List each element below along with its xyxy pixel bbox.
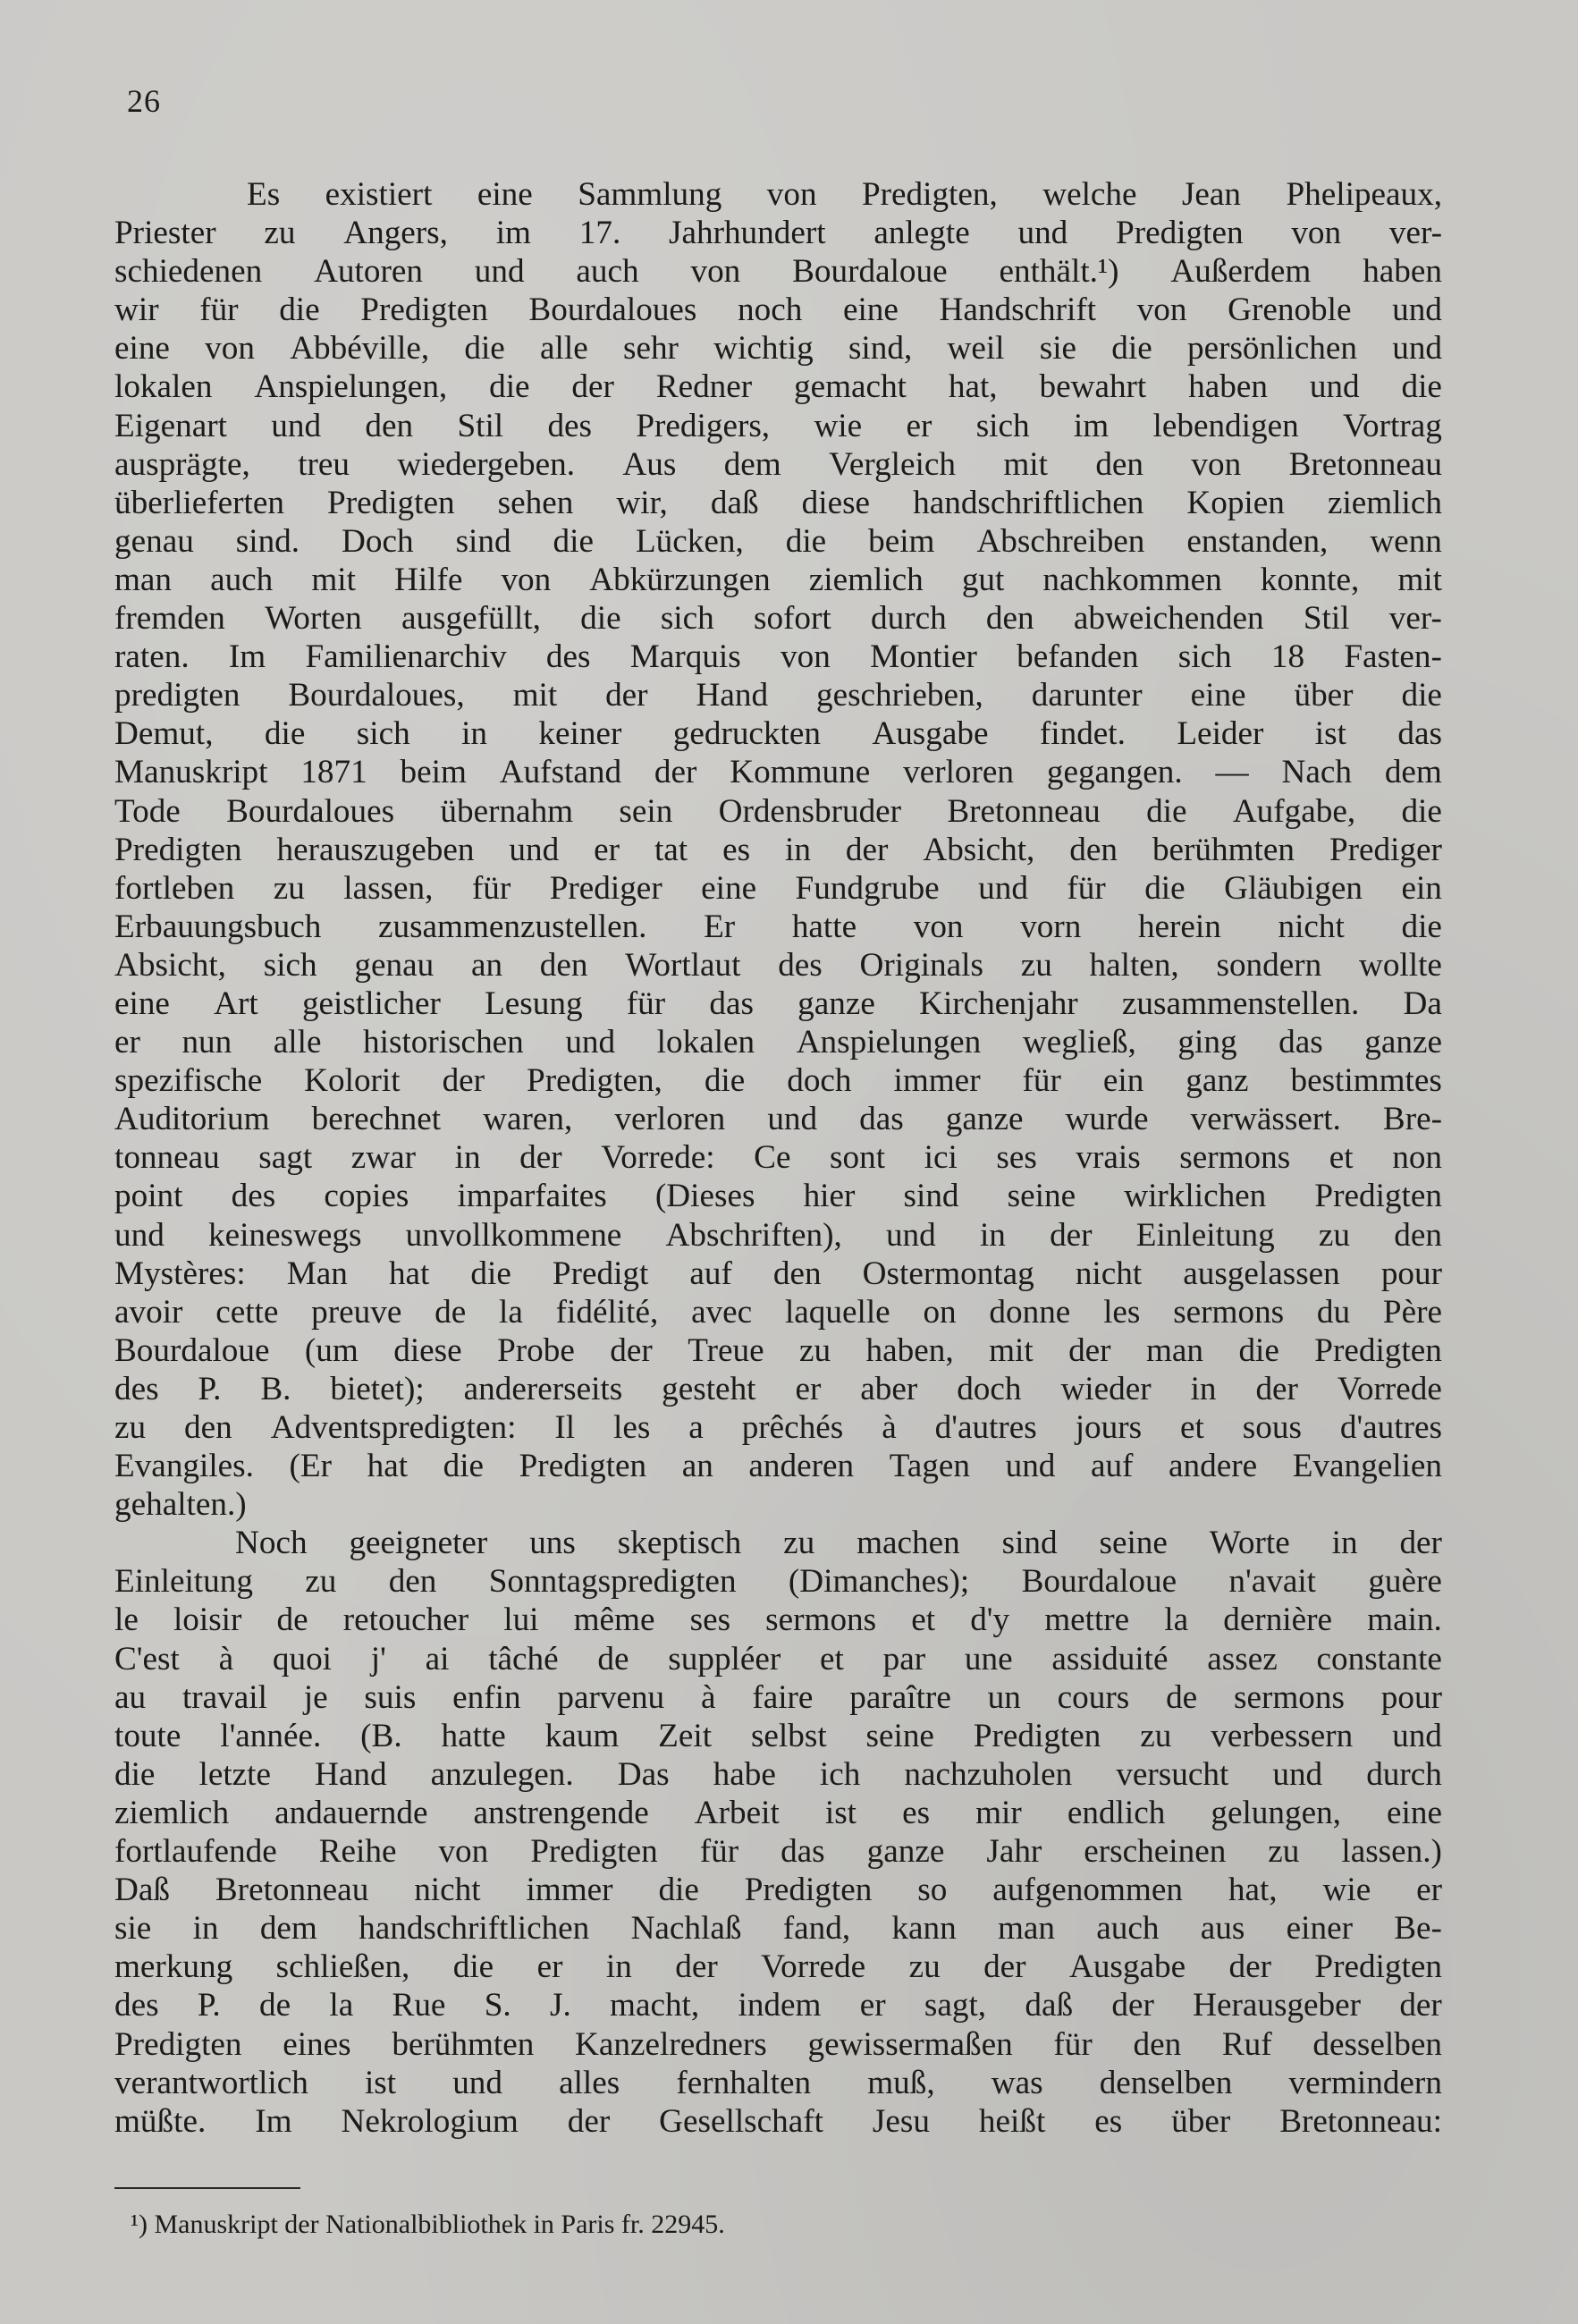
text-line: merkung schließen, die er in der Vorrede zu der Ausgabe der Predigten bbox=[114, 1948, 1442, 1986]
footnote-rule bbox=[114, 2187, 300, 2189]
text-line: toute l'année. (B. hatte kaum Zeit selbst seine Predigten zu verbessern und bbox=[114, 1717, 1442, 1754]
text-line: verantwortlich ist und alles fernhalten muß, was denselben vermindern bbox=[114, 2064, 1442, 2101]
text-line: point des copies imparfaites (Dieses hier sind seine wirklichen Predigten bbox=[114, 1178, 1442, 1215]
text-line: tonneau sagt zwar in der Vorrede: Ce sont ici ses vrais sermons et non bbox=[114, 1139, 1442, 1177]
text-line: fortleben zu lassen, für Prediger eine Fundgrube und für die Gläubigen ein bbox=[114, 869, 1442, 907]
text-line: des P. B. bietet); andererseits gesteht er aber doch wieder in der Vorrede bbox=[114, 1370, 1442, 1407]
text-line: Erbauungsbuch zusammenzustellen. Er hatte von vorn herein nicht die bbox=[114, 908, 1442, 945]
text-line: fortlaufende Reihe von Predigten für das ganze Jahr erscheinen zu lassen.) bbox=[114, 1833, 1442, 1871]
text-line: C'est à quoi j' ai tâché de suppléer et par une assiduité assez constante bbox=[114, 1640, 1442, 1678]
text-line: sie in dem handschriftlichen Nachlaß fand, kann man auch aus einer Be- bbox=[114, 1910, 1442, 1948]
text-line: raten. Im Familienarchiv des Marquis von Montier befanden sich 18 Fasten- bbox=[114, 638, 1442, 676]
text-line: Auditorium berechnet waren, verloren und das ganze wurde verwässert. Bre- bbox=[114, 1101, 1442, 1138]
text-line: Absicht, sich genau an den Wortlaut des Originals zu halten, sondern wollte bbox=[114, 946, 1442, 984]
text-line: Noch geeigneter uns skeptisch zu machen sind seine Worte in der bbox=[235, 1525, 1442, 1562]
text-line: überlieferten Predigten sehen wir, daß diese handschriftlichen Kopien ziemlich bbox=[114, 484, 1442, 521]
text-line: Predigten eines berühmten Kanzelredners gewissermaßen für den Ruf desselben bbox=[114, 2025, 1442, 2063]
text-line: Mystères: Man hat die Predigt auf den Ostermontag nicht ausgelassen pour bbox=[114, 1255, 1442, 1292]
text-line: spezifische Kolorit der Predigten, die doch immer für ein ganz bestimmtes bbox=[114, 1062, 1442, 1100]
text-line: Predigten herauszugeben und er tat es in der Absicht, den berühmten Prediger bbox=[114, 831, 1442, 868]
text-line: des P. de la Rue S. J. macht, indem er sagt, daß der Herausgeber der bbox=[114, 1987, 1442, 2024]
text-line: Demut, die sich in keiner gedruckten Ausgabe findet. Leider ist das bbox=[114, 715, 1442, 753]
text-line: lokalen Anspielungen, die der Redner gemacht hat, bewahrt haben und die bbox=[114, 368, 1442, 406]
footnote bbox=[131, 2209, 725, 2241]
text-line: und keineswegs unvollkommene Abschriften), und in der Einleitung zu den bbox=[114, 1216, 1442, 1254]
text-line: avoir cette preuve de la fidélité, avec laquelle on donne les sermons du Père bbox=[114, 1293, 1442, 1331]
text-line: er nun alle historischen und lokalen Anspielungen wegließ, ging das ganze bbox=[114, 1024, 1442, 1061]
text-line: fremden Worten ausgefüllt, die sich sofort durch den abweichenden Stil ver- bbox=[114, 600, 1442, 638]
text-line: Daß Bretonneau nicht immer die Predigten so aufgenommen hat, wie er bbox=[114, 1872, 1442, 1909]
text-line: zu den Adventspredigten: Il les a prêchés à d'autres jours et sous d'autres bbox=[114, 1409, 1442, 1446]
text-line: schiedenen Autoren und auch von Bourdaloue enthält.¹) Außerdem haben bbox=[114, 253, 1442, 291]
text-line: Priester zu Angers, im 17. Jahrhundert anlegte und Predigten von ver- bbox=[114, 215, 1442, 252]
body-text bbox=[114, 175, 1442, 2141]
text-line: Einleitung zu den Sonntagspredigten (Dimanches); Bourdaloue n'avait guère bbox=[114, 1563, 1442, 1601]
footnote-marker: ¹) bbox=[131, 2210, 148, 2239]
text-line: man auch mit Hilfe von Abkürzungen ziemlich gut nachkommen konnte, mit bbox=[114, 561, 1442, 598]
text-line: müßte. Im Nekrologium der Gesellschaft Jesu heißt es über Bretonneau: bbox=[114, 2102, 1442, 2140]
text-line: Evangiles. (Er hat die Predigten an anderen Tagen und auf andere Evangelien bbox=[114, 1448, 1442, 1485]
text-line: le loisir de retoucher lui même ses sermons et d'y mettre la dernière main. bbox=[114, 1601, 1442, 1639]
text-line: wir für die Predigten Bourdaloues noch eine Handschrift von Grenoble und bbox=[114, 292, 1442, 329]
text-line: die letzte Hand anzulegen. Das habe ich nachzuholen versucht und durch bbox=[114, 1755, 1442, 1793]
footnote-text: Manuskript der Nationalbibliothek in Paris fr. 22945. bbox=[154, 2210, 725, 2239]
text-line: au travail je suis enfin parvenu à faire paraître un cours de sermons pour bbox=[114, 1678, 1442, 1716]
text-line: Bourdaloue (um diese Probe der Treue zu haben, mit der man die Predigten bbox=[114, 1331, 1442, 1369]
text-line: ausprägte, treu wiedergeben. Aus dem Vergleich mit den von Bretonneau bbox=[114, 445, 1442, 483]
page-number: 26 bbox=[127, 83, 161, 119]
text-line: eine Art geistlicher Lesung für das ganze Kirchenjahr zusammenstellen. Da bbox=[114, 985, 1442, 1022]
text-line: predigten Bourdaloues, mit der Hand geschrieben, darunter eine über die bbox=[114, 677, 1442, 714]
text-line: eine von Abbéville, die alle sehr wichtig sind, weil sie die persönlichen und bbox=[114, 330, 1442, 368]
text-line: gehalten.) bbox=[114, 1486, 247, 1524]
text-line: Es existiert eine Sammlung von Predigten, welche Jean Phelipeaux, bbox=[247, 176, 1442, 213]
text-line: Tode Bourdaloues übernahm sein Ordensbruder Bretonneau die Aufgabe, die bbox=[114, 792, 1442, 830]
text-line: genau sind. Doch sind die Lücken, die beim Abschreiben enstanden, wenn bbox=[114, 522, 1442, 560]
text-line: ziemlich andauernde anstrengende Arbeit ist es mir endlich gelungen, eine bbox=[114, 1794, 1442, 1831]
text-line: Manuskript 1871 beim Aufstand der Kommune verloren gegangen. — Nach dem bbox=[114, 754, 1442, 791]
text-line: Eigenart und den Stil des Predigers, wie er sich im lebendigen Vortrag bbox=[114, 407, 1442, 444]
